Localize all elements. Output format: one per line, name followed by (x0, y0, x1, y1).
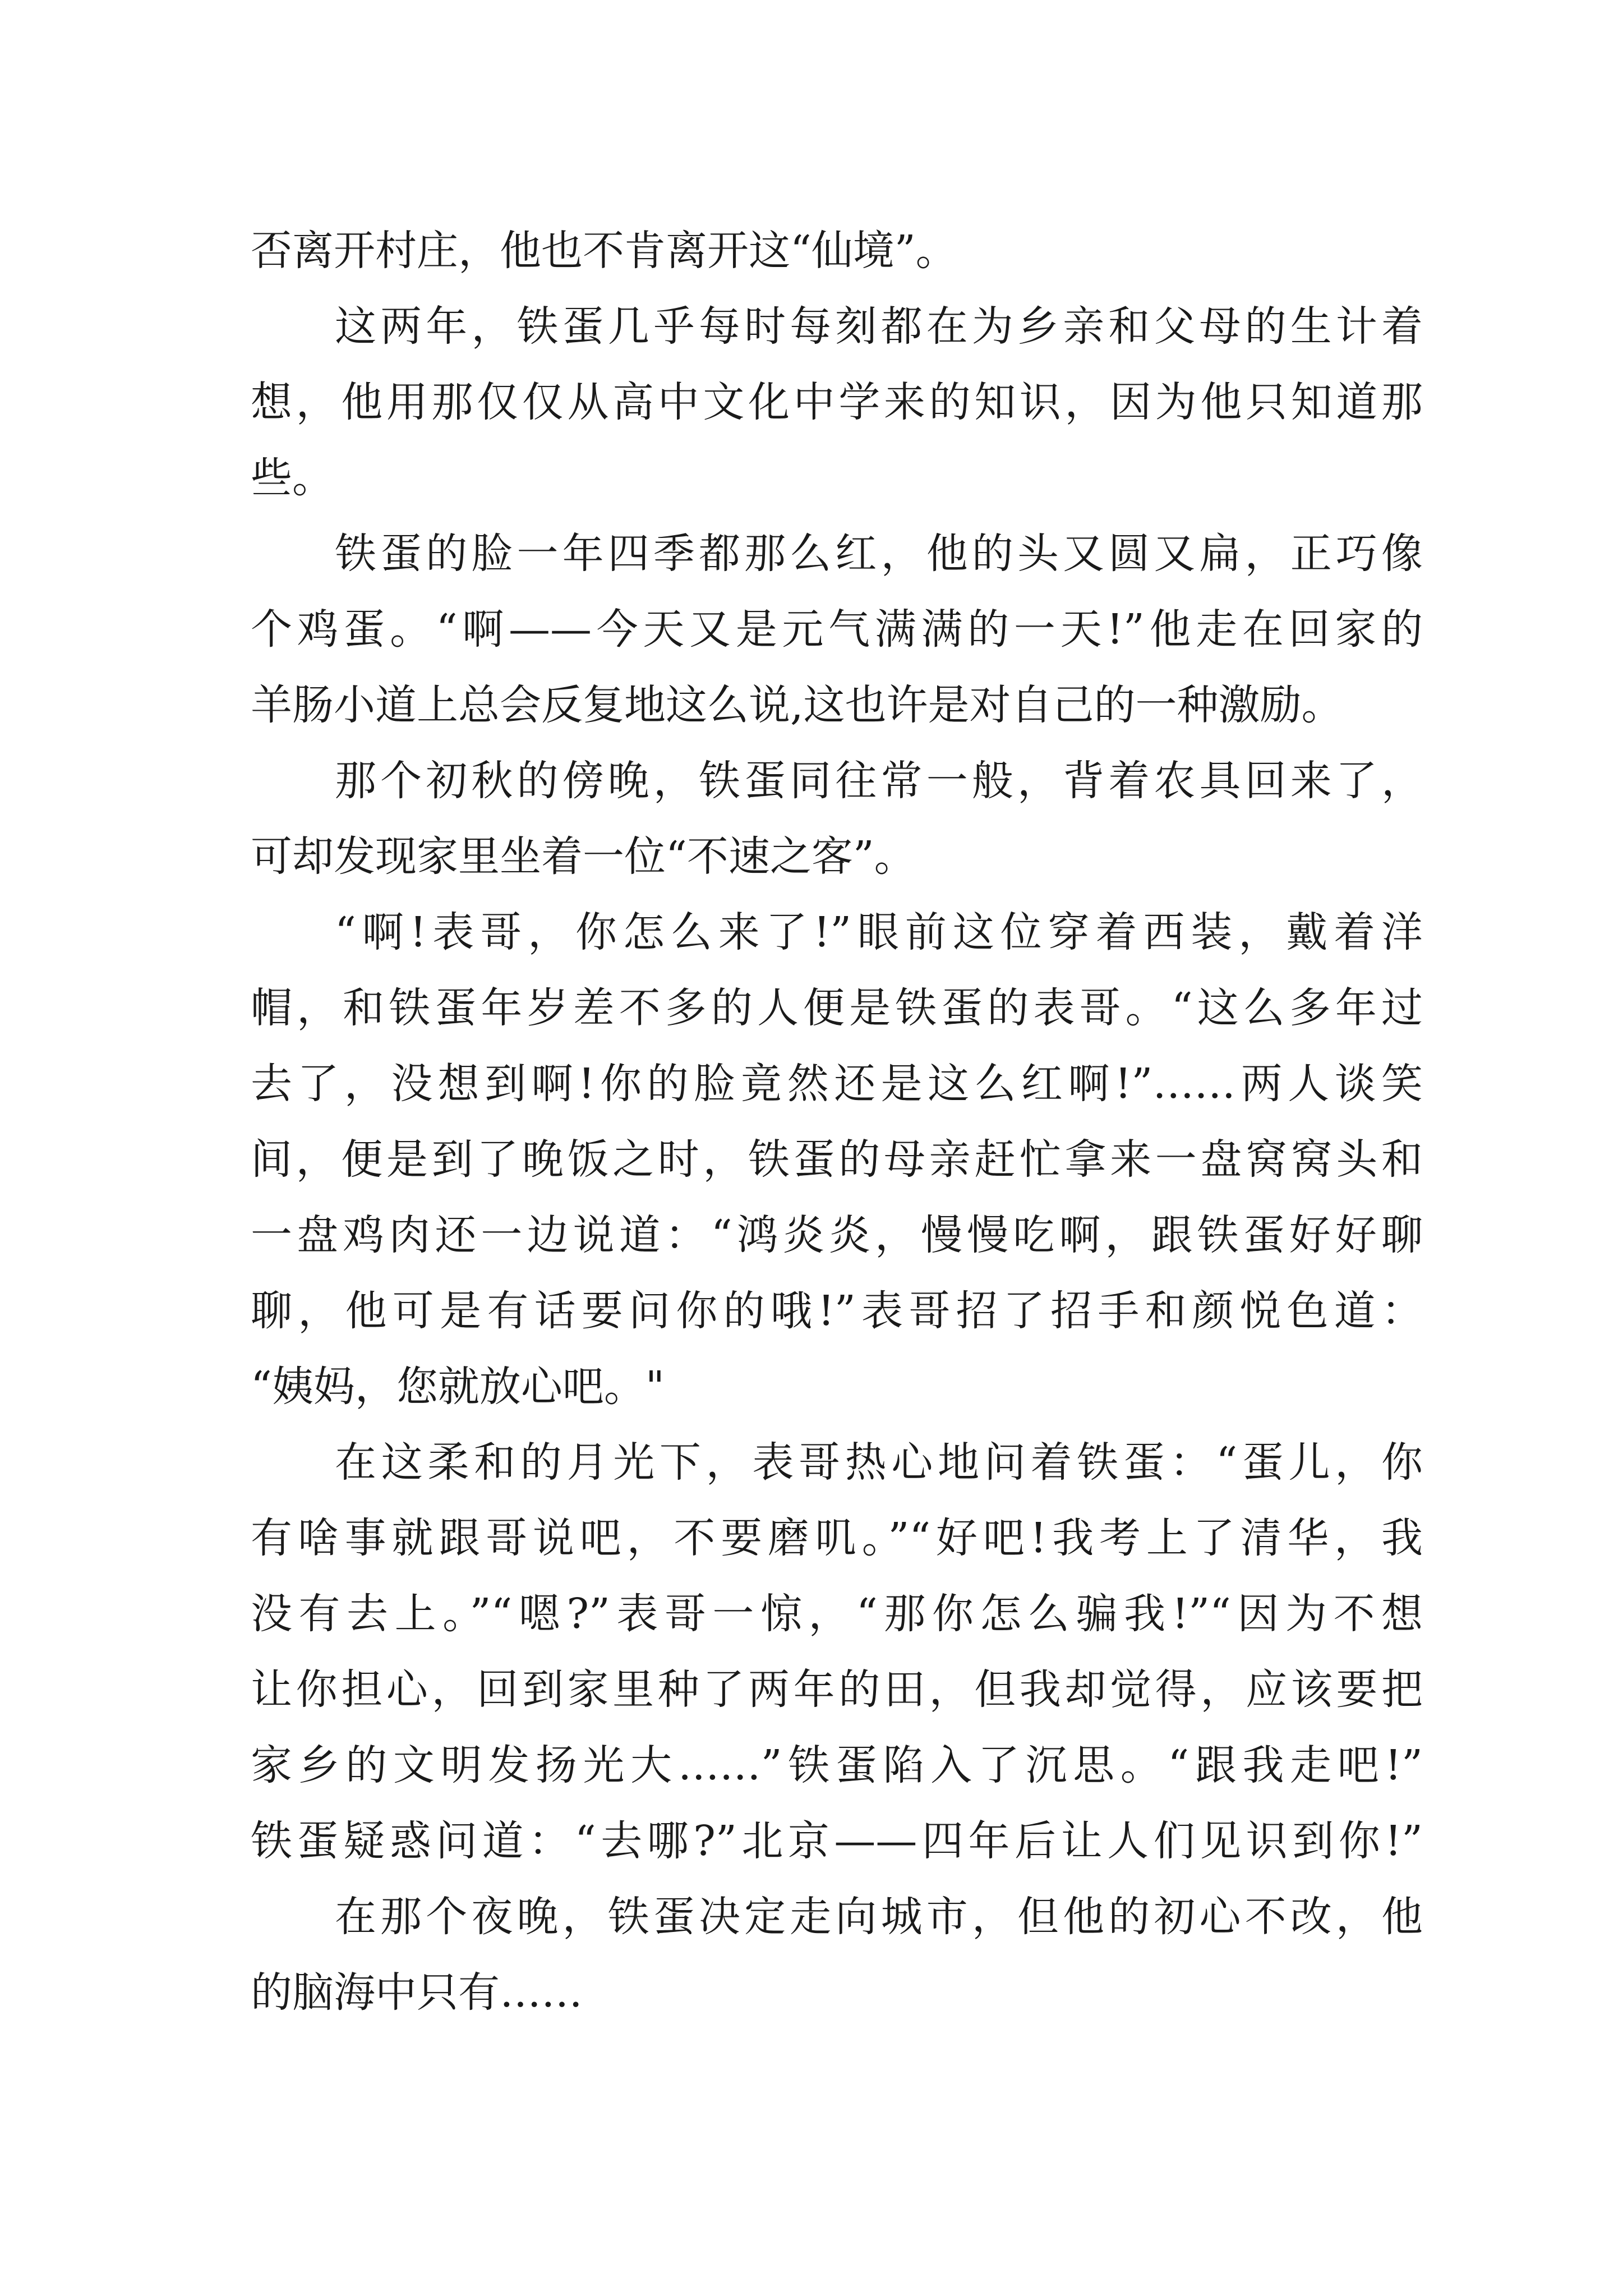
paragraph (251, 516, 1423, 743)
text-line: 间，便是到了晚饭之时，铁蛋的母亲赶忙拿来一盘窝窝头和 (251, 1135, 1423, 1184)
text-line: 想，他用那仅仅从高中文化中学来的知识，因为他只知道那 (251, 378, 1423, 426)
text-line: 个鸡蛋。“啊——今天又是元气满满的一天!”他走在回家的 (251, 605, 1423, 654)
text-line: 些。 (251, 454, 334, 502)
text-line: 的脑海中只有…… (251, 1968, 583, 2017)
text-line: 可却发现家里坐着一位“不速之客”。 (251, 832, 916, 881)
paragraph (251, 1425, 1423, 1879)
paragraph (251, 895, 1423, 1425)
text-line: 聊，他可是有话要问你的哦!”表哥招了招手和颜悦色道： (251, 1287, 1423, 1335)
text-line: 那个初秋的傍晚，铁蛋同往常一般，背着农具回来了， (335, 757, 1423, 805)
text-line: 家乡的文明发扬光大……”铁蛋陷入了沉思。“跟我走吧!” (251, 1741, 1423, 1789)
paragraph (251, 213, 1423, 289)
text-line: “啊!表哥，你怎么来了!”眼前这位穿着西装，戴着洋 (335, 908, 1423, 956)
paragraph (251, 743, 1423, 895)
text-line: 帽，和铁蛋年岁差不多的人便是铁蛋的表哥。“这么多年过 (251, 984, 1423, 1032)
text-line: 有啥事就跟哥说吧，不要磨叽。”“好吧!我考上了清华，我 (251, 1514, 1423, 1562)
text-line: 去了，没想到啊!你的脸竟然还是这么红啊!”……两人谈笑 (251, 1060, 1423, 1108)
text-line: 否离开村庄，他也不肯离开这“仙境”。 (251, 227, 957, 275)
paragraph (251, 1879, 1423, 2031)
text-line: 在这柔和的月光下，表哥热心地问着铁蛋：“蛋儿，你 (335, 1438, 1423, 1487)
text-line: 这两年，铁蛋几乎每时每刻都在为乡亲和父母的生计着 (335, 302, 1423, 351)
text-line: 没有去上。”“嗯?”表哥一惊，“那你怎么骗我!”“因为不想 (251, 1590, 1423, 1638)
text-line: “姨妈，您就放心吧。" (251, 1363, 665, 1411)
body-text (251, 213, 1423, 2031)
text-line: 在那个夜晚，铁蛋决定走向城市，但他的初心不改，他 (335, 1893, 1423, 1941)
text-line: 羊肠小道上总会反复地这么说,这也许是对自己的一种激励。 (251, 681, 1343, 729)
text-line: 一盘鸡肉还一边说道：“鸿炎炎，慢慢吃啊，跟铁蛋好好聊 (251, 1211, 1423, 1259)
text-line: 铁蛋的脸一年四季都那么红，他的头又圆又扁，正巧像 (335, 530, 1423, 578)
paragraph (251, 289, 1423, 516)
text-line: 让你担心，回到家里种了两年的田，但我却觉得，应该要把 (251, 1665, 1423, 1714)
text-line: 铁蛋疑惑问道：“去哪?”北京——四年后让人们见识到你!” (251, 1817, 1423, 1865)
